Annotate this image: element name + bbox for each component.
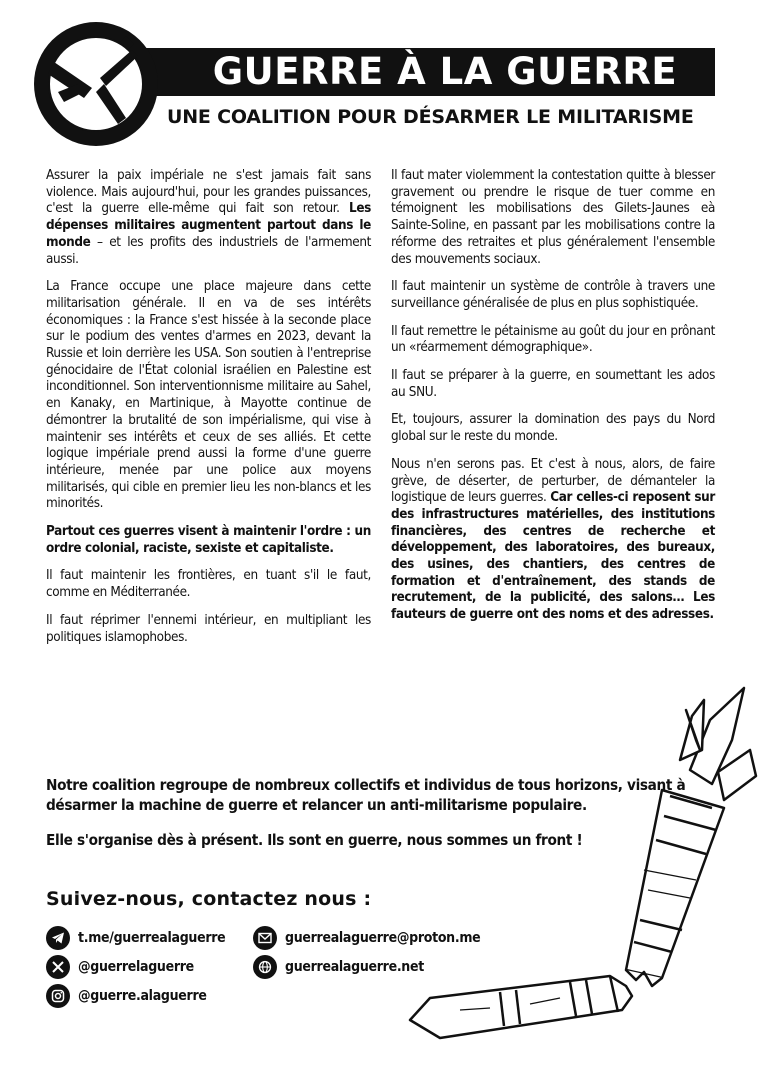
paragraph: Il faut mater violemment la contestation quitte à blesser gravement ou prendre le risque de tuer comme en témoignent les mobilisations des Gilets-Jaunes eà Sainte-Soline, en passant par les mobilisations contre la réforme des retraites et plus généralement l'ensemble des mouvements sociaux. — [391, 168, 715, 267]
x-icon — [46, 955, 70, 979]
envelope-icon — [253, 926, 277, 950]
left-column — [46, 168, 371, 657]
paragraph: Il faut réprimer l'ennemi intérieur, en multipliant les politiques islamophobes. — [46, 612, 371, 645]
paragraph: Nous n'en serons pas. Et c'est à nous, alors, de faire grève, de déserter, de perturber, de démanteler la logistique de leurs guerres. Car celles-ci reposent sur des infrastructures matérielles, des institutions financières, des centres de recherche et développement, des laboratoires, des bureaux, des usines, des chantiers, des centres de formation et d'entraînement, des stands de recrutement, de la publicité, des salons… Les fauteurs de guerre ont des noms et des adresses. — [391, 456, 715, 623]
paragraph-bold: Partout ces guerres visent à maintenir l'ordre : un ordre colonial, raciste, sexiste et capitaliste. — [46, 524, 371, 556]
front-statement: Elle s'organise dès à présent. Ils sont en guerre, nous sommes un front ! — [46, 831, 583, 849]
instagram-icon — [46, 984, 70, 1008]
paragraph: Il faut maintenir les frontières, en tuant s'il le faut, comme en Méditerranée. — [46, 568, 371, 601]
paragraph: La France occupe une place majeure dans cette militarisation générale. Il en va de ses intérêts économiques : la France s'est hissée à la seconde place sur le podium des ventes d'armes en 2023, devant la Russie et loin derrière les USA. Son soutien à l'entreprise génocidaire de l'État colonial israélien en Palestine est inconditionnel. Son interventionnisme militaire au Sahel, en Kanaky, en Martinique, à Mayotte continue de démontrer la brutalité de son impérialisme, qui vise à maintenir ses intérêts et ceux de ses alliés. Et cette logique impériale prend aussi la forme d'une guerre intérieure, menée par une police aux moyens militarisés, qui cible en premier lieu les non-blancs et les minorités. — [46, 279, 371, 512]
telegram-link[interactable]: t.me/guerrealaguerre — [46, 926, 225, 950]
email-link[interactable]: guerrealaguerre@proton.me — [253, 926, 480, 950]
contact-title: Suivez-nous, contactez nous : — [46, 888, 372, 910]
right-column — [391, 168, 715, 635]
page-title: GUERRE À LA GUERRE — [212, 50, 678, 93]
page-subtitle: UNE COALITION POUR DÉSARMER LE MILITARISME — [167, 106, 694, 128]
coalition-statement: Notre coalition regroupe de nombreux collectifs et individus de tous horizons, visant à désarmer la machine de guerre et relancer un anti-militarisme populaire. — [46, 776, 686, 814]
globe-icon — [253, 955, 277, 979]
broken-missile-icon — [400, 680, 760, 1074]
website-link[interactable]: guerrealaguerre.net — [253, 955, 424, 979]
telegram-icon — [46, 926, 70, 950]
paragraph: Et, toujours, assurer la domination des pays du Nord global sur le reste du monde. — [391, 412, 715, 445]
paragraph: Assurer la paix impériale ne s'est jamais fait sans violence. Mais aujourd'hui, pour les grandes puissances, c'est la guerre elle-même qui fait son retour. Les dépenses militaires augmentent partout dans le monde – et les profits des industriels de l'armement aussi. — [46, 168, 371, 267]
paragraph: Il faut remettre le pétainisme au goût du jour en prônant un «réarmement démographique». — [391, 323, 715, 356]
paragraph: Il faut maintenir un système de contrôle à travers une surveillance généralisée de plus en plus sophistiquée. — [391, 279, 715, 311]
x-link[interactable]: @guerrelaguerre — [46, 955, 194, 979]
paragraph: Il faut se préparer à la guerre, en soumettant les ados au SNU. — [391, 368, 715, 400]
broken-rifle-logo-icon — [34, 22, 158, 146]
instagram-link[interactable]: @guerre.alaguerre — [46, 984, 207, 1008]
